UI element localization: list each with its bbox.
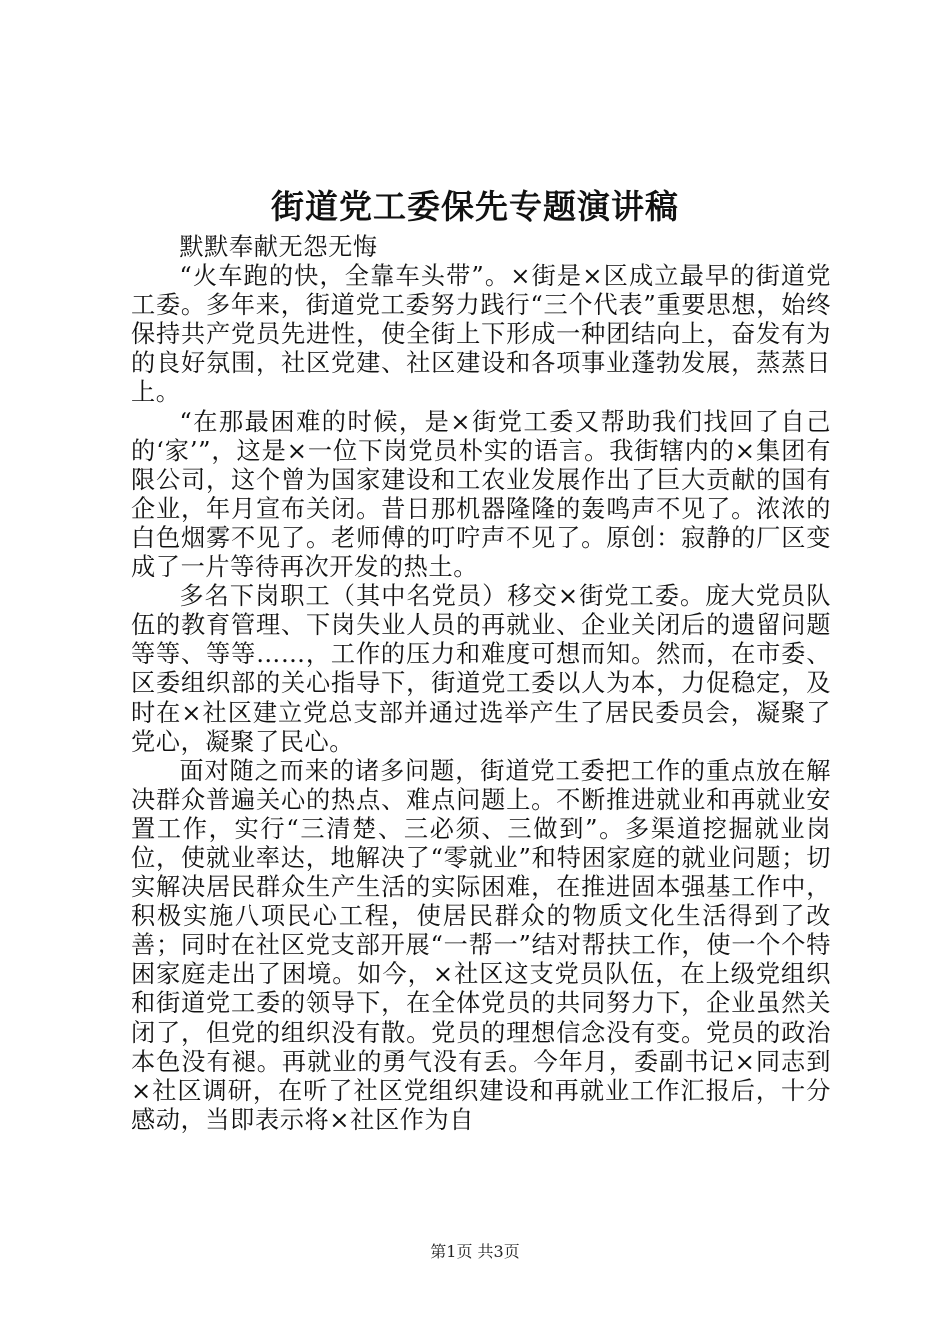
paragraph: “在那最困难的时候，是×街党工委又帮助我们找回了自己的‘家’”，这是×一位下岗党员朴实的语言。我街辖内的×集团有限公司，这个曾为国家建设和工农业发展作出了巨大贡献的国有企业，年月宣布关闭。昔日那机器隆隆的轰鸣声不见了。浓浓的白色烟雾不见了。老师傅的叮咛声不见了。原创：寂静的厂区变成了一片等待再次开发的热土。 (131, 407, 831, 582)
document-body (131, 233, 831, 1135)
paragraph: 多名下岗职工（其中名党员）移交×街党工委。庞大党员队伍的教育管理、下岗失业人员的再就业、企业关闭后的遗留问题等等、等等……，工作的压力和难度可想而知。然而，在市委、区委组织部的关心指导下，街道党工委以人为本，力促稳定，及时在×社区建立党总支部并通过选举产生了居民委员会，凝聚了党心，凝聚了民心。 (131, 582, 831, 756)
paragraph: 面对随之而来的诸多问题，街道党工委把工作的重点放在解决群众普遍关心的热点、难点问题上。不断推进就业和再就业安置工作，实行“三清楚、三必须、三做到”。多渠道挖掘就业岗位，使就业率达，地解决了“零就业”和特困家庭的就业问题；切实解决居民群众生产生活的实际困难，在推进固本强基工作中，积极实施八项民心工程，使居民群众的物质文化生活得到了改善；同时在社区党支部开展“一帮一”结对帮扶工作，使一个个特困家庭走出了困境。如今，×社区这支党员队伍，在上级党组织和街道党工委的领导下，在全体党员的共同努力下，企业虽然关闭了，但党的组织没有散。党员的理想信念没有变。党员的政治本色没有褪。再就业的勇气没有丢。今年月，委副书记×同志到×社区调研，在听了社区党组织建设和再就业工作汇报后，十分感动，当即表示将×社区作为自 (131, 756, 831, 1134)
document-title: 街道党工委保先专题演讲稿 (271, 187, 679, 226)
paragraph: “火车跑的快，全靠车头带”。×街是×区成立最早的街道党工委。多年来，街道党工委努力践行“三个代表”重要思想，始终保持共产党员先进性，使全街上下形成一种团结向上，奋发有为的良好氛围，社区党建、社区建设和各项事业蓬勃发展，蒸蒸日上。 (131, 262, 831, 407)
document-subtitle: 默默奉献无怨无悔 (179, 233, 378, 261)
page-footer: 第1页 共3页 (430, 1242, 520, 1261)
